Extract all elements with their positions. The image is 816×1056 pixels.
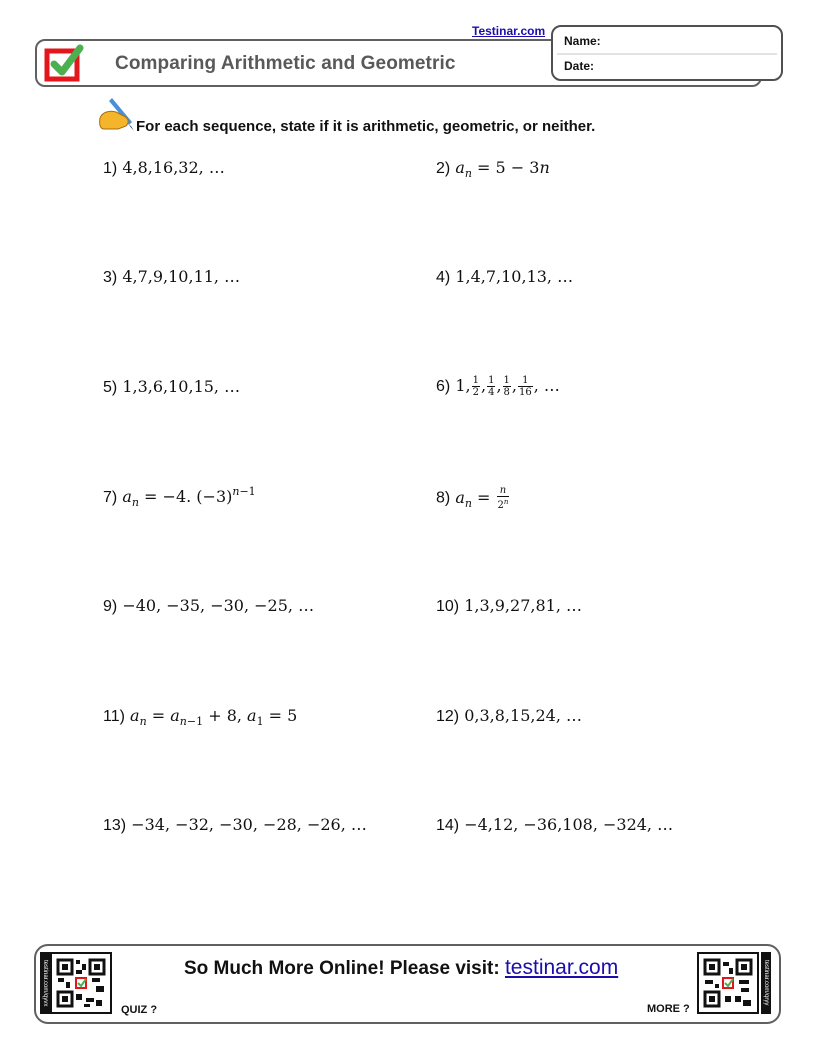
qr-caption-right: testinar.com/qryy xyxy=(761,952,771,1014)
problem-9: 9) −40, −35, −30, −25, … xyxy=(103,596,315,615)
writing-hand-icon xyxy=(98,96,138,134)
problem-7: 7) $a_n = -4$. $(-3)^{n-1}$ xyxy=(103,485,256,509)
problem-number: 6) xyxy=(436,378,451,395)
problem-number: 8) xyxy=(436,489,451,507)
problem-3: 3) 4,7,9,10,11, … xyxy=(103,267,241,286)
problem-12: 12) 0,3,8,15,24, … xyxy=(436,706,582,725)
problem-14: 14) −4,12, −36,108, −324, … xyxy=(436,815,674,834)
problem-4: 4) 1,4,7,10,13, … xyxy=(436,267,574,286)
problem-number: 14) xyxy=(436,817,460,834)
problem-13: 13) −34, −32, −30, −28, −26, … xyxy=(103,815,367,834)
more-label: MORE ? xyxy=(647,1003,690,1015)
name-date-divider xyxy=(557,53,777,55)
problem-1: 1) 4,8,16,32, … xyxy=(103,158,225,177)
date-label[interactable]: Date: xyxy=(564,59,595,73)
qr-code-more[interactable] xyxy=(697,950,777,1016)
problem-number: 4) xyxy=(436,269,451,286)
qr-code-icon xyxy=(50,952,112,1014)
problem-2: 2) $a_n = 5 - 3n$ xyxy=(436,158,550,180)
problem-number: 10) xyxy=(436,598,460,615)
checkbox-check-icon xyxy=(44,44,84,82)
problem-5: 5) 1,3,6,10,15, … xyxy=(103,377,241,396)
problem-number: 13) xyxy=(103,817,127,834)
problem-number: 9) xyxy=(103,598,118,615)
name-label[interactable]: Name: xyxy=(564,34,601,48)
qr-code-quiz[interactable] xyxy=(40,950,120,1016)
footer-promo: So Much More Online! Please visit: testinar.com xyxy=(184,956,619,979)
quiz-label: QUIZ ? xyxy=(121,1004,158,1016)
page-title: Comparing Arithmetic and Geometric xyxy=(115,53,456,74)
footer-link[interactable]: testinar.com xyxy=(504,956,619,979)
problem-number: 12) xyxy=(436,708,460,725)
problem-number: 1) xyxy=(103,160,118,177)
problem-number: 2) xyxy=(436,160,451,177)
problem-8: 8) $a_n$ = $\frac{n}{2^n}$ xyxy=(436,485,509,511)
problem-number: 11) xyxy=(103,708,125,725)
site-link[interactable]: Testinar.com xyxy=(472,24,546,38)
qr-caption-left: testinar.com/qyvx xyxy=(40,952,50,1014)
problem-number: 3) xyxy=(103,269,118,286)
problem-number: 5) xyxy=(103,379,118,396)
instruction-text: For each sequence, state if it is arithmetic, geometric, or neither. xyxy=(136,118,596,135)
problem-number: 7) xyxy=(103,489,118,506)
problem-6: 6) 1, $\frac{1}{2}$ , $\frac{1}{4}$ , $\frac{1}{8}$ , $\frac{1}{16}$ , … xyxy=(436,375,560,398)
problem-11: 11) $a_n = a_{n-1} + 8$, $a_1 = 5$ xyxy=(103,706,298,728)
qr-code-icon xyxy=(697,952,759,1014)
problem-10: 10) 1,3,9,27,81, … xyxy=(436,596,582,615)
name-date-box xyxy=(551,25,783,81)
